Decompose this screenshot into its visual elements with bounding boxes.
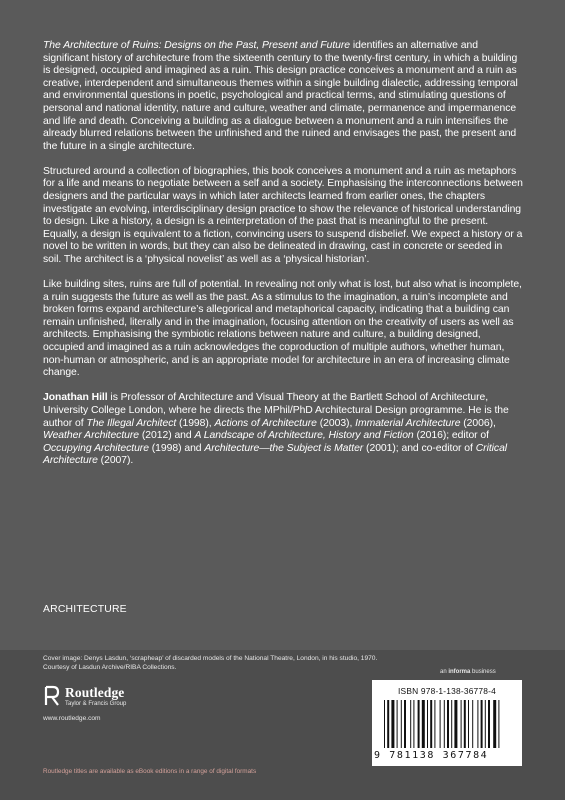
barcode-panel: [372, 680, 522, 766]
barcode-digits: 9 781138 367784: [374, 750, 489, 761]
routledge-mark-icon: [43, 685, 61, 707]
publisher-group: Taylor & Francis Group: [65, 701, 127, 707]
informa-business: an informa business: [440, 669, 496, 675]
blurb-paragraph-1: The Architecture of Ruins: Designs on the Past, Present and Future identifies an alternative and significant history of architecture from the sixteenth century to the twenty-first century, in which a building is designed, occupied and imagined as a ruin. This design practice conceives a monument and a ruin as creative, interdependent and simultaneous themes within a single building dialectic, addressing temporal and environmental questions in poetic, psychological and practical terms, and stimulating questions of personal and national identity, nature and culture, weather and climate, permanence and impermanence and life and death. Conceiving a building as a dialogue between a monument and a ruin intensifies the already blurred relations between the unfinished and the ruined and envisages the past, the present and the future in a single architecture.: [43, 40, 518, 152]
routledge-logo: [43, 683, 243, 713]
ebook-note: Routledge titles are available as eBook editions in a range of digital formats: [43, 768, 257, 775]
cover-image-credit: Cover image: Denys Lasdun, ‘scrapheap’ of discarded models of the National Theatre, London, in his studio, 1970. Courtesy of Lasdun Archive/RIBA Collections.: [43, 655, 378, 672]
publisher-url[interactable]: www.routledge.com: [43, 715, 101, 722]
blurb-paragraph-2: Structured around a collection of biographies, this book conceives a monument and a ruin as metaphors for a life and means to negotiate between a self and a society. Emphasising the interconnections between designers and the particular ways in which later architects learned from earlier ones, the chapters investigate an evolving, interdisciplinary design practice to show the relevance of historical understanding to design. Like a history, a design is a reinterpretation of the past that is meaningful to the present. Equally, a design is equivalent to a fiction, convincing users to suspend disbelief. We expect a history or a novel to be written in words, but they can also be delineated in drawing, cast in concrete or seeded in soil. The architect is a ‘physical novelist’ as well as a ‘physical historian’.: [43, 165, 523, 265]
isbn-label: ISBN 978-1-138-36778-4: [398, 686, 496, 696]
subject-category: ARCHITECTURE: [43, 604, 127, 615]
book-title-inline: The Architecture of Ruins: Designs on the Past, Present and Future: [43, 40, 351, 51]
blurb-paragraph-3: Like building sites, ruins are full of potential. In revealing not only what is lost, but also what is incomplete, a ruin suggests the future as well as the past. As a stimulus to the imagination, a ruin’s incomplete and broken forms expand architecture’s allegorical and metaphorical capacity, indicating that a building can remain unfinished, literally and in the imagination, focusing attention on the creativity of users as well as architects. Emphasising the symbiotic relations between nature and culture, a building designed, occupied and imagined as a ruin acknowledges the coproduction of multiple authors, whether human, non-human or atmospheric, and is an appropriate model for architecture in an era of increasing climate change.: [43, 279, 522, 379]
author-bio: Jonathan Hill is Professor of Architecture and Visual Theory at the Bartlett School of Architecture, University College London, where he directs the MPhil/PhD Architectural Design programme. He is the author of The Illegal Architect (1998), Actions of Architecture (2003), Immaterial Architecture (2006), Weather Architecture (2012) and A Landscape of Architecture, History and Fiction (2016); editor of Occupying Architecture (1998) and Architecture—the Subject is Matter (2001); and co-editor of Critical Architecture (2007).: [43, 392, 509, 467]
author-name: Jonathan Hill: [43, 392, 108, 404]
publisher-name: Routledge: [65, 685, 125, 700]
barcode-icon: [384, 700, 510, 750]
blurb: [43, 40, 523, 480]
